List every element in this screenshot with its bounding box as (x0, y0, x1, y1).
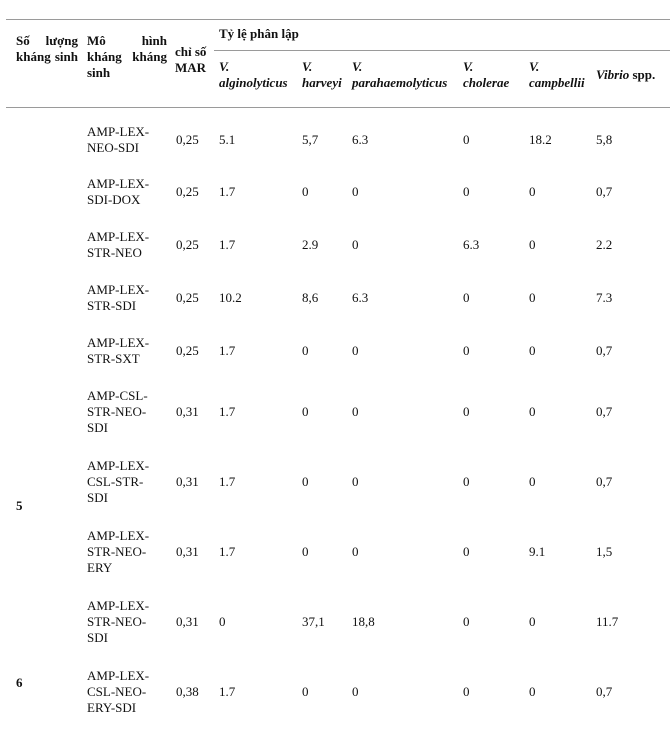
pattern-line: STR-NEO- (87, 404, 147, 419)
header-species-3 (352, 59, 447, 91)
value-cell-2: 0 (302, 184, 309, 199)
pattern-line: AMP-LEX- (87, 228, 150, 244)
pattern-cell (87, 528, 149, 576)
value-cell-4: 0 (463, 614, 470, 629)
value-cell-5: 0 (529, 404, 536, 419)
value-cell-5: 9.1 (529, 544, 546, 559)
value-cell-1: 1.7 (219, 236, 236, 252)
value-cell-1: 1.7 (219, 544, 236, 559)
mar-cell: 0,31 (176, 544, 199, 559)
group-header-rule (214, 50, 670, 51)
header-count-text: Số lượng kháng sinh (16, 33, 78, 64)
value-cell-3: 0 (352, 684, 359, 699)
header-bottom-rule (6, 107, 670, 108)
value-cell-3: 0 (352, 236, 359, 252)
header-species-genus: V. (219, 59, 230, 74)
value-cell-5: 0 (529, 474, 536, 489)
pattern-line: CSL-NEO- (87, 684, 147, 699)
value-cell-4: 0 (463, 684, 470, 699)
pattern-cell (87, 335, 149, 367)
value-cell-6: 11.7 (596, 614, 619, 629)
header-species-name: harveyi (302, 75, 342, 90)
pattern-line: STR-NEO- (87, 544, 147, 559)
header-species-1 (219, 59, 288, 91)
header-pattern-text: Mô hình kháng kháng sinh (87, 33, 167, 80)
header-species-genus: V. (463, 59, 474, 74)
value-cell-2: 2.9 (302, 236, 319, 252)
value-cell-6: 5,8 (596, 131, 613, 147)
value-cell-5: 18.2 (529, 131, 552, 147)
value-cell-1: 10.2 (219, 289, 242, 305)
value-cell-1: 1.7 (219, 474, 236, 489)
pattern-line: STR-NEO (87, 244, 142, 260)
value-cell-2: 5,7 (302, 131, 319, 147)
header-species-name: cholerae (463, 75, 510, 90)
value-cell-6: 0,7 (596, 474, 613, 489)
value-cell-1: 1.7 (219, 684, 236, 699)
pattern-cell (87, 176, 149, 208)
pattern-line: STR-SDI (87, 297, 137, 313)
group-label-5-text: 5 (16, 498, 23, 513)
header-species-name: campbellii (529, 75, 585, 90)
mar-cell: 0,31 (176, 474, 199, 489)
value-cell-6: 0,7 (596, 342, 613, 358)
header-species-4 (463, 59, 509, 91)
value-cell-3: 18,8 (352, 614, 375, 629)
value-cell-4: 0 (463, 474, 470, 489)
value-cell-1: 1.7 (219, 404, 236, 419)
value-cell-2: 0 (302, 342, 309, 358)
pattern-line: AMP-LEX- (87, 334, 150, 350)
value-cell-2: 8,6 (302, 289, 319, 305)
value-cell-4: 0 (463, 289, 470, 305)
value-cell-3: 0 (352, 544, 359, 559)
pattern-line: SDI (87, 490, 108, 505)
value-cell-3: 0 (352, 342, 359, 358)
mar-cell: 0,25 (176, 342, 199, 358)
value-cell-5: 0 (529, 236, 536, 252)
pattern-line: NEO-SDI (87, 139, 139, 155)
header-pattern (87, 33, 167, 81)
value-cell-6: 0,7 (596, 684, 613, 699)
pattern-line: STR-SXT (87, 350, 140, 366)
value-cell-4: 0 (463, 131, 470, 147)
value-cell-6: 0,7 (596, 184, 613, 199)
value-cell-5: 0 (529, 342, 536, 358)
value-cell-2: 0 (302, 474, 309, 489)
value-cell-6: 0,7 (596, 404, 613, 419)
value-cell-1: 1.7 (219, 184, 236, 199)
pattern-line: SDI (87, 420, 108, 435)
header-species-name: alginolyticus (219, 75, 288, 90)
value-cell-6: 2.2 (596, 236, 613, 252)
header-species-genus: V. (302, 59, 313, 74)
value-cell-6: 7.3 (596, 289, 613, 305)
value-cell-5: 0 (529, 184, 536, 199)
pattern-line: SDI-DOX (87, 192, 141, 207)
header-species-genus: Vibrio (596, 67, 630, 82)
header-species-name: parahaemolyticus (352, 75, 448, 90)
header-group-text: Tỷ lệ phân lập (219, 26, 299, 41)
mar-cell: 0,38 (176, 684, 199, 699)
pattern-line: AMP-LEX- (87, 528, 150, 543)
pattern-line: AMP-LEX- (87, 281, 150, 297)
value-cell-2: 0 (302, 404, 309, 419)
pattern-line: ERY-SDI (87, 700, 137, 715)
pattern-line: AMP-LEX- (87, 176, 150, 191)
value-cell-4: 0 (463, 184, 470, 199)
pattern-line: AMP-LEX- (87, 458, 150, 473)
value-cell-4: 0 (463, 404, 470, 419)
table-top-rule (6, 19, 670, 20)
header-species-5 (529, 59, 585, 91)
pattern-line: AMP-LEX- (87, 598, 150, 613)
pattern-cell (87, 229, 149, 261)
value-cell-5: 0 (529, 684, 536, 699)
mar-cell: 0,25 (176, 131, 199, 147)
mar-cell: 0,25 (176, 184, 199, 199)
pattern-cell (87, 388, 148, 436)
mar-cell: 0,31 (176, 404, 199, 419)
value-cell-1: 1.7 (219, 342, 236, 358)
header-species-name: spp. (632, 67, 656, 82)
value-cell-4: 6.3 (463, 236, 480, 252)
value-cell-5: 0 (529, 614, 536, 629)
value-cell-3: 6.3 (352, 131, 369, 147)
group-label-5 (16, 498, 23, 514)
pattern-line: STR-NEO- (87, 614, 147, 629)
pattern-line: SDI (87, 630, 108, 645)
header-count (16, 33, 78, 65)
pattern-cell (87, 282, 149, 314)
value-cell-3: 0 (352, 474, 359, 489)
pattern-cell (87, 458, 149, 506)
pattern-line: AMP-CSL- (87, 388, 148, 403)
mar-cell: 0,25 (176, 289, 199, 305)
pattern-cell (87, 598, 149, 646)
value-cell-2: 0 (302, 684, 309, 699)
value-cell-2: 37,1 (302, 614, 325, 629)
value-cell-1: 0 (219, 614, 226, 629)
value-cell-3: 0 (352, 184, 359, 199)
header-species-genus: V. (352, 59, 363, 74)
header-species-genus: V. (529, 59, 540, 74)
header-mar-text: chỉ số MAR (175, 44, 207, 75)
value-cell-6: 1,5 (596, 544, 613, 559)
pattern-line: AMP-LEX- (87, 123, 150, 139)
group-label-6 (16, 675, 23, 691)
pattern-cell (87, 124, 149, 156)
value-cell-1: 5.1 (219, 131, 236, 147)
value-cell-4: 0 (463, 342, 470, 358)
pattern-line: AMP-LEX- (87, 668, 150, 683)
header-group (219, 26, 299, 42)
value-cell-3: 6.3 (352, 289, 369, 305)
value-cell-2: 0 (302, 544, 309, 559)
mar-cell: 0,25 (176, 236, 199, 252)
header-species-2 (302, 59, 342, 91)
value-cell-5: 0 (529, 289, 536, 305)
value-cell-3: 0 (352, 404, 359, 419)
mar-cell: 0,31 (176, 614, 199, 629)
pattern-line: CSL-STR- (87, 474, 144, 489)
value-cell-4: 0 (463, 544, 470, 559)
pattern-cell (87, 668, 149, 716)
header-mar (175, 44, 215, 76)
header-species-6 (596, 67, 655, 83)
group-label-6-text: 6 (16, 675, 23, 690)
pattern-line: ERY (87, 560, 113, 575)
